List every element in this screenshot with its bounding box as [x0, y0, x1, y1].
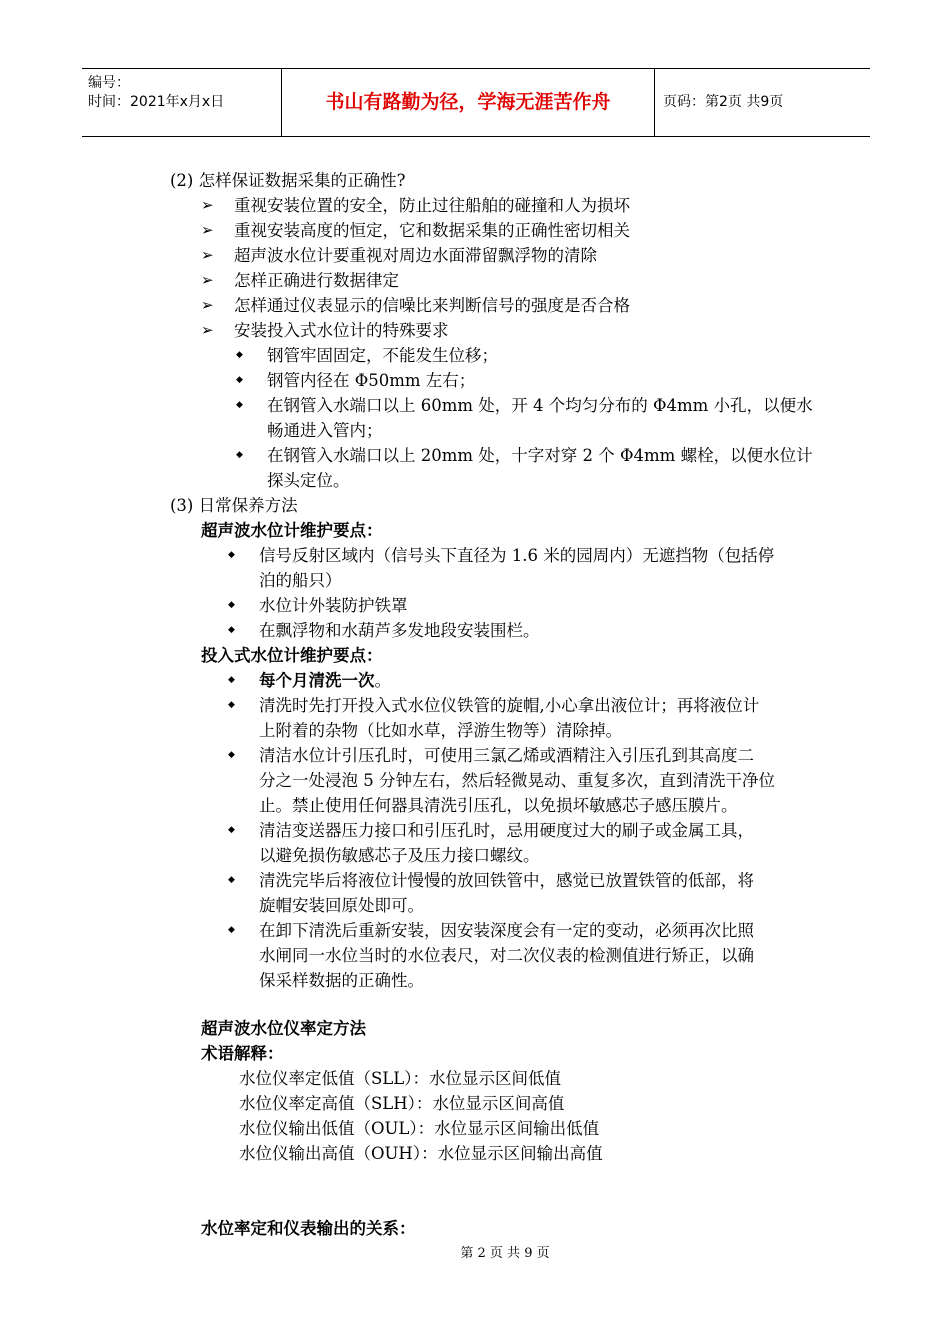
diamond-bullet-icon: ◆: [228, 550, 235, 560]
diamond-bullet-icon: ◆: [236, 350, 243, 360]
diamond-bullet-icon: ◆: [236, 375, 243, 385]
section2-item: 怎样正确进行数据律定: [234, 271, 399, 290]
term-line: 水位仪输出低值（OUL）：水位显示区间输出低值: [239, 1119, 600, 1138]
diamond-bullet-icon: ◆: [228, 600, 235, 610]
list-item-line: [259, 668, 391, 693]
arrowhead-bullet-icon: ➢: [201, 246, 214, 264]
page-footer: 第 2 页 共 9 页: [460, 1246, 550, 1261]
arrowhead-bullet-icon: ➢: [201, 321, 214, 339]
arrowhead-bullet-icon: ➢: [201, 271, 214, 289]
header-page-label: 页码：第2页 共9页: [663, 94, 784, 110]
list-item-line: 清洗时先打开投入式水位仪铁管的旋帽,小心拿出液位计；再将液位计: [259, 696, 760, 715]
list-item-line: 清洗完毕后将液位计慢慢的放回铁管中，感觉已放置铁管的低部，将: [259, 871, 754, 890]
arrowhead-bullet-icon: ➢: [201, 221, 214, 239]
list-item-line: 信号反射区域内（信号头下直径为 1.6 米的园周内）无遮挡物（包括停: [259, 546, 775, 565]
sub-item-line: 畅通进入管内；: [267, 421, 383, 440]
submersible-heading: 投入式水位计维护要点：: [201, 646, 383, 665]
header-time-label: 时间：2021年x月x日: [88, 94, 225, 110]
section2-item: 超声波水位计要重视对周边水面滞留飘浮物的清除: [234, 246, 597, 265]
list-item-line: 在卸下清洗后重新安装，因安装深度会有一定的变动，必须再次比照: [259, 921, 754, 940]
list-item-line: 止。禁止使用任何器具清洗引压孔，以免损坏敏感芯子感压膜片。: [259, 796, 738, 815]
page-header: [82, 68, 870, 137]
diamond-bullet-icon: ◆: [228, 925, 235, 935]
monthly-bold: 每个月清洗一次: [259, 671, 375, 690]
section2-item: 重视安装高度的恒定，它和数据采集的正确性密切相关: [234, 221, 630, 240]
list-item-line: 在飘浮物和水葫芦多发地段安装围栏。: [259, 621, 540, 640]
list-item-line: 旋帽安装回原处即可。: [259, 896, 424, 915]
list-item-line: 保采样数据的正确性。: [259, 971, 424, 990]
header-motto: 书山有路勤为径，学海无涯苦作舟: [282, 69, 655, 136]
relation-heading: 水位率定和仪表输出的关系：: [201, 1219, 416, 1238]
diamond-bullet-icon: ◆: [228, 825, 235, 835]
header-meta: [82, 69, 282, 136]
list-item-line: 清洁变送器压力接口和引压孔时，忌用硬度过大的刷子或金属工具，: [259, 821, 754, 840]
monthly-tail: 。: [374, 671, 391, 690]
diamond-bullet-icon: ◆: [228, 750, 235, 760]
diamond-bullet-icon: ◆: [228, 875, 235, 885]
arrowhead-bullet-icon: ➢: [201, 296, 214, 314]
ultrasonic-heading: 超声波水位计维护要点：: [201, 521, 383, 540]
diamond-bullet-icon: ◆: [228, 675, 235, 685]
list-item-line: 上附着的杂物（比如水草，浮游生物等）清除掉。: [259, 721, 622, 740]
list-item-line: 分之一处浸泡 5 分钟左右，然后轻微晃动、重复多次，直到清洗干净位: [259, 771, 775, 790]
diamond-bullet-icon: ◆: [236, 400, 243, 410]
section2-item: 重视安装位置的安全，防止过往船舶的碰撞和人为损坏: [234, 196, 630, 215]
term-line: 水位仪率定高值（SLH）：水位显示区间高值: [239, 1094, 565, 1113]
terms-heading: 术语解释：: [201, 1044, 284, 1063]
term-line: 水位仪输出高值（OUH）：水位显示区间输出高值: [239, 1144, 603, 1163]
list-item-line: 以避免损伤敏感芯子及压力接口螺纹。: [259, 846, 540, 865]
diamond-bullet-icon: ◆: [228, 625, 235, 635]
arrowhead-bullet-icon: ➢: [201, 196, 214, 214]
diamond-bullet-icon: ◆: [236, 450, 243, 460]
list-item-line: 水闸同一水位当时的水位表尺，对二次仪表的检测值进行矫正，以确: [259, 946, 754, 965]
sub-item-line: 探头定位。: [267, 471, 350, 490]
term-line: 水位仪率定低值（SLL）：水位显示区间低值: [239, 1069, 561, 1088]
sub-item-line: 钢管牢固固定，不能发生位移；: [267, 346, 498, 365]
list-item-line: 清洁水位计引压孔时，可使用三氯乙烯或酒精注入引压孔到其高度二: [259, 746, 754, 765]
section2-item: 怎样通过仪表显示的信噪比来判断信号的强度是否合格: [234, 296, 630, 315]
calibration-heading: 超声波水位仪率定方法: [201, 1019, 366, 1038]
list-item-line: 泊的船只）: [259, 571, 342, 590]
header-number-label: 编号：: [88, 75, 130, 91]
sub-item-line: 在钢管入水端口以上 60mm 处，开 4 个均匀分布的 Φ4mm 小孔，以便水: [267, 396, 813, 415]
diamond-bullet-icon: ◆: [228, 700, 235, 710]
sub-item-line: 在钢管入水端口以上 20mm 处，十字对穿 2 个 Φ4mm 螺栓，以便水位计: [267, 446, 813, 465]
section2-item: 安装投入式水位计的特殊要求: [234, 321, 449, 340]
section3-title: (3) 日常保养方法: [170, 496, 298, 515]
sub-item-line: 钢管内径在 Φ50mm 左右；: [267, 371, 476, 390]
section2-title: (2) 怎样保证数据采集的正确性?: [170, 171, 406, 190]
list-item-line: 水位计外装防护铁罩: [259, 596, 408, 615]
